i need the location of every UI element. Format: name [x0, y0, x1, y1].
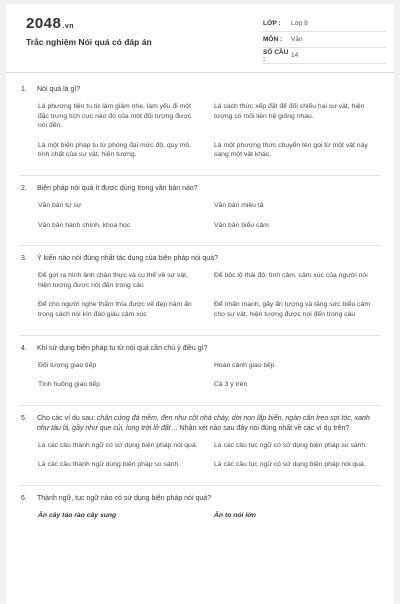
answer-option[interactable]: Cả 3 ý trên: [214, 381, 248, 389]
meta-key: LỚP :: [263, 20, 281, 27]
question-5: [20, 414, 380, 486]
answer-option[interactable]: Để nhấn mạnh, gây ấn tượng và tăng sức biểu cảm cho sự vật, hiện tượng được nói đến trong câu: [214, 301, 371, 318]
answer-option[interactable]: Hoàn cảnh giao tiếp: [214, 361, 275, 369]
question-4: [20, 344, 380, 406]
meta-key: MÔN :: [263, 36, 283, 43]
question-text: Nói quá là gì?: [37, 86, 81, 93]
meta-key: SỐ CÂU :: [263, 48, 289, 63]
answer-option[interactable]: Văn bản tự sự: [38, 201, 82, 209]
answer-option[interactable]: Ăn cây táo rào cây sung: [38, 511, 117, 519]
answer-option[interactable]: Là một biện pháp tu từ phóng đại mức độ, quy mô, tính chất của sự vật, hiện tượng.: [38, 141, 192, 159]
question-text: [37, 414, 380, 434]
answer-option[interactable]: Là các câu thành ngữ dùng biện pháp so sánh.: [38, 461, 181, 469]
meta-value: 14: [291, 52, 299, 59]
answer-option[interactable]: Để bộc lộ thái độ, tình cảm, cảm xúc của người nói: [214, 272, 368, 280]
question-number: 3.: [21, 255, 27, 263]
answer-option[interactable]: Văn bản miêu tả: [214, 201, 264, 209]
question-3: [20, 254, 380, 335]
question-2: [20, 184, 380, 246]
question-number: 6.: [21, 494, 27, 502]
question-text-part: Cho các ví dụ sau:: [37, 414, 97, 422]
meta-table: [263, 16, 387, 64]
page-header: [6, 4, 394, 73]
site-logo[interactable]: [26, 15, 74, 32]
question-text: Ý kiến nào nói đúng nhất tác dụng của biện pháp nói quá?: [37, 255, 218, 263]
answer-option[interactable]: Là cách thức xếp đặt để đối chiếu hai sự vật, hiện tượng có mối liên hệ giống nhau.: [214, 103, 365, 120]
question-number: 2.: [21, 184, 27, 192]
question-text: Khi sử dụng biện pháp tu từ nói quá cần chú ý điều gì?: [37, 344, 208, 352]
question-text-part: … Nhận xét nào sau đây nói đúng nhất về các ví dụ trên?: [170, 424, 350, 432]
question-6: [20, 494, 380, 536]
question-1: [20, 85, 380, 176]
answer-option[interactable]: Để gợi ra hình ảnh chân thực và cụ thể về sự vật, hiện tượng được nói đến trong câu: [38, 272, 188, 289]
answer-option[interactable]: Là một phương thức chuyển tên gọi từ một vật này sang một vật khác.: [214, 141, 368, 159]
meta-value: Văn: [291, 36, 303, 43]
answer-option[interactable]: Văn bản hành chính, khoa học: [38, 221, 131, 229]
answer-option[interactable]: Để cho người nghe thấm thía được vẻ đẹp hàm ẩn trong cách nói kín đáo giàu cảm xúc: [38, 301, 192, 318]
answer-option[interactable]: Là các câu thành ngữ có sử dụng biện pháp nói quá.: [38, 441, 198, 449]
page-title: Trắc nghiệm Nói quá có đáp án: [26, 37, 152, 47]
meta-row-subject: [263, 32, 387, 48]
question-number: 4.: [21, 344, 27, 352]
answer-option[interactable]: Tình huống giao tiếp: [38, 381, 100, 389]
question-examples: chân cứng đá mềm, đen như cột nhà cháy, dời non lấp biển, ngàn cân treo sợi tóc, xanh như tàu lá, gầy như que củi, long trời lở đất: [37, 414, 370, 432]
question-number: 1.: [21, 86, 27, 93]
question-number: 5.: [21, 414, 27, 422]
worksheet-page: [6, 4, 394, 604]
meta-row-count: [263, 48, 387, 64]
question-text: Biện pháp nói quá ít được dùng trong văn bản nào?: [37, 184, 198, 192]
question-list: [6, 73, 394, 536]
logo-text: 2048: [26, 15, 62, 32]
answer-option[interactable]: Ăn to nói lớn: [214, 511, 256, 519]
meta-value: Lớp 8: [291, 20, 308, 27]
question-text: Thành ngữ, tục ngữ nào có sử dụng biện pháp nói quá?: [37, 494, 212, 502]
logo-suffix: .vn: [62, 23, 74, 30]
answer-option[interactable]: Đối tượng giao tiếp: [38, 361, 97, 369]
answer-option[interactable]: Văn bản biểu cảm: [214, 221, 269, 229]
answer-option[interactable]: Là các câu tục ngữ có sử dụng biện pháp nói quá.: [214, 461, 366, 469]
answer-option[interactable]: Là phương tiện tu từ làm giảm nhẹ, làm yếu đi một đặc trưng tích cực nào đó của một đối tượng được nói đến.: [38, 103, 192, 130]
meta-row-grade: [263, 16, 387, 32]
answer-option[interactable]: Là các câu tục ngữ có sử dụng biện pháp so sánh.: [214, 441, 368, 449]
